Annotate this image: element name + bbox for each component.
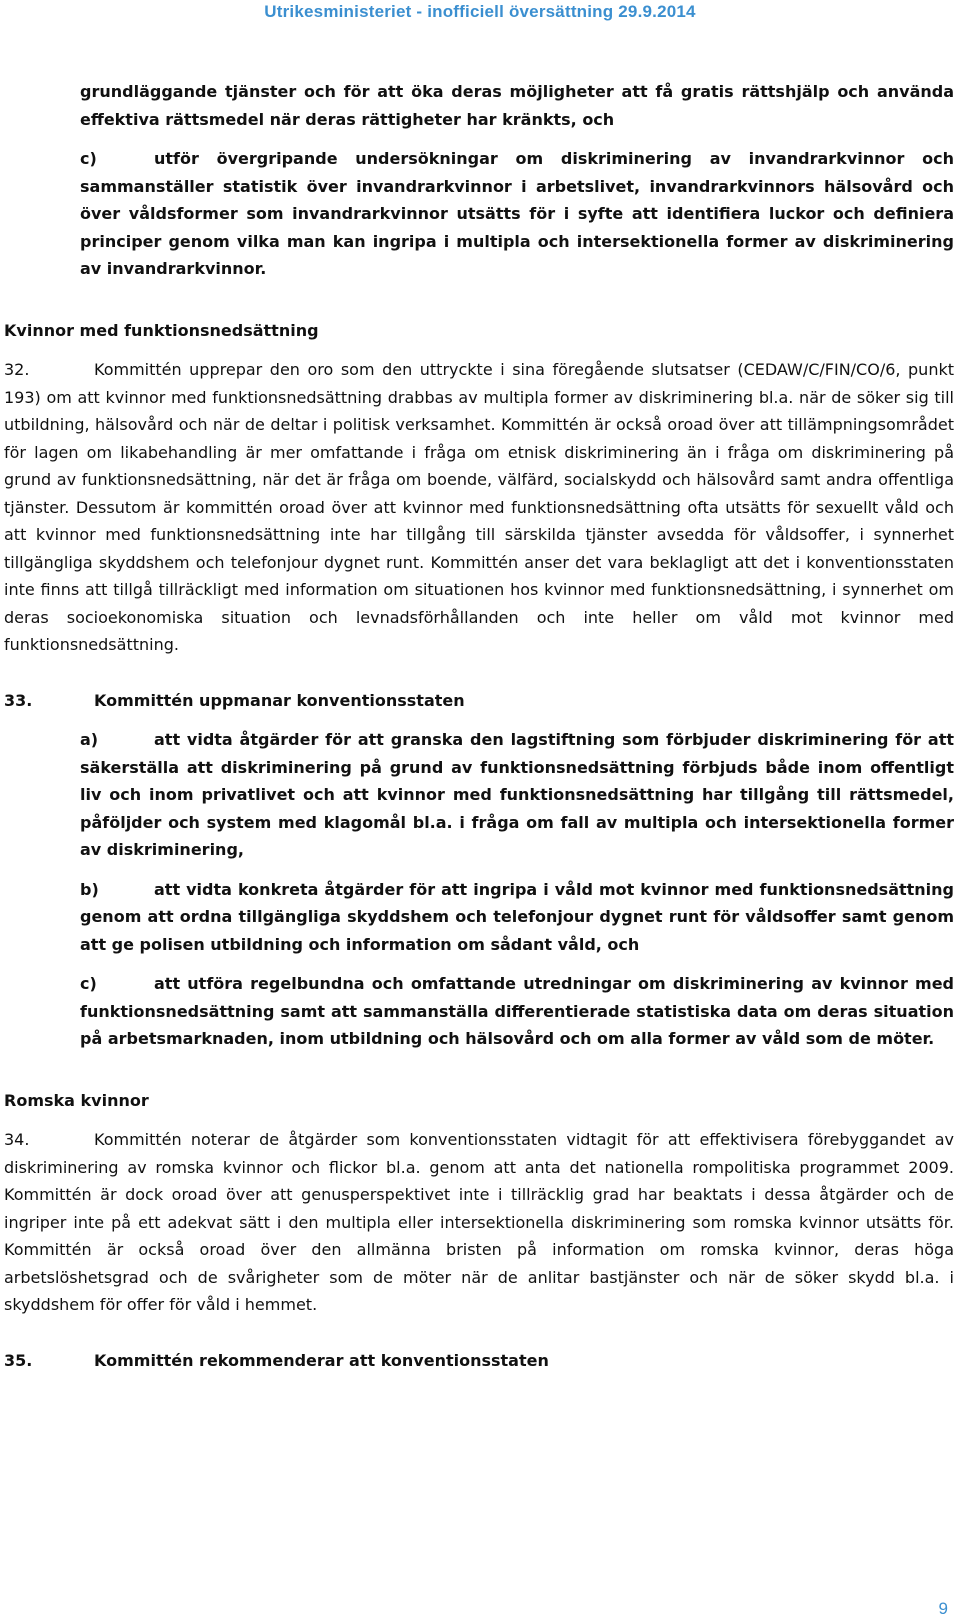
paragraph-number: 33. [4, 690, 33, 710]
spacer [4, 659, 954, 687]
spacer [4, 864, 954, 876]
section-heading-disability: Kvinnor med funktionsnedsättning [4, 320, 319, 340]
spacer [4, 958, 954, 970]
spacer [4, 133, 954, 145]
paragraph-number: 34. [4, 1130, 30, 1149]
item-letter: c) [80, 149, 97, 168]
spacer [4, 1114, 954, 1126]
recommendation-item-b [4, 876, 954, 959]
recommendation-item-c [4, 970, 954, 1053]
paragraph-33 [4, 687, 954, 715]
document-body [4, 78, 954, 1374]
item-letter: b) [80, 879, 99, 899]
item-text: utför övergripande undersökningar om diskriminering av invandrarkvinnor och sammanställer statistik över invandrarkvinnor i arbetslivet, invandrarkvinnors hälsovård och över våldsformer som invandrarkvinnor utsätts för i syfte att identifiera luckor och definiera principer genom vilka man kan ingripa i multipla och intersektionella former av diskriminering av invandrarkvinnor. [80, 149, 954, 278]
item-letter: a) [80, 730, 99, 749]
paragraph-35 [4, 1347, 954, 1375]
spacer [4, 283, 954, 317]
document-header: Utrikesministeriet - inofficiell översättning 29.9.2014 [264, 2, 696, 21]
section-heading-roma: Romska kvinnor [4, 1090, 149, 1110]
spacer [4, 714, 954, 726]
recommendation-item-a [4, 726, 954, 864]
paragraph-text: Kommittén noterar de åtgärder som konventionsstaten vidtagit för att effektivisera förebyggandet av diskriminering av romska kvinnor och flickor bl.a. genom att anta det nationella rompolitiska programmet 2009. Kommittén är dock oroad över att genusperspektivet inte i tillräcklig grad har beaktats i dessa åtgärder och de ingriper inte på ett adekvat sätt i den multipla eller intersektionella diskriminering som romska kvinnor utsätts för. Kommittén är också oroad över den allmänna bristen på information om romska kvinnor, deras höga arbetslöshetsgrad och de svårigheter som de möter när de anlitar bastjänster och när de söker skydd bl.a. i skyddshem för offer för våld i hemmet. [4, 1130, 954, 1314]
paragraph-32 [4, 356, 954, 659]
item-text: att vidta åtgärder för att granska den lagstiftning som förbjuder diskriminering för att säkerställa att diskriminering på grund av funktionsnedsättning förbjuds både inom offentligt liv och inom privatlivet och att kvinnor med funktionsnedsättning har tillgång till rättsmedel, påföljder och system med klagomål bl.a. i fråga om fall av multipla och intersektionella former av diskriminering, [80, 730, 954, 859]
paragraph-34 [4, 1126, 954, 1319]
paragraph-text: Kommittén upprepar den oro som den uttryckte i sina föregående slutsatser (CEDAW/C/FIN/CO/6, punkt 193) om att kvinnor med funktionsnedsättning drabbas av multipla former av diskriminering bl.a. när de söker sig till utbildning, hälsovård och när de deltar i politisk verksamhet. Kommittén är också oroad över att tillämpningsområdet för lagen om likabehandling är mer omfattande i fråga om etnisk diskriminering än i fråga om diskriminering på grund av funktionsnedsättning, när det är fråga om boende, välfärd, socialskydd och hälsovård samt andra offentliga tjänster. Dessutom är kommittén oroad över att kvinnor med funktionsnedsättning ofta utsätts för sexuellt våld och att kvinnor med funktionsnedsättning inte har tillgång till särskilda tjänster avsedda för våldsoffer, i synnerhet tillgängliga skyddshem och telefonjour dygnet runt. Kommittén anser det vara beklagligt att det i konventionsstaten inte finns att tillgå tillräckligt med information om situationen hos kvinnor med funktionsnedsättning, i synnerhet om deras socioekonomiska situation och levnadsförhållanden och inte heller om våld mot kvinnor med funktionsnedsättning. [4, 360, 954, 654]
spacer [4, 1053, 954, 1087]
intro-continuation: grundläggande tjänster och för att öka deras möjligheter att få gratis rättshjälp och använda effektiva rättsmedel när deras rättigheter har kränkts, och [80, 82, 954, 129]
item-text: att utföra regelbundna och omfattande utredningar om diskriminering av kvinnor med funktionsnedsättning samt att sammanställa differentierade statistiska data om deras situation på arbetsmarknaden, inom utbildning och hälsovård och om alla former av våld som de möter. [80, 974, 954, 1048]
spacer [4, 344, 954, 356]
paragraph-number: 35. [4, 1350, 33, 1370]
intro-item-c [4, 145, 954, 283]
paragraph-lead: Kommittén uppmanar konventionsstaten [94, 690, 465, 710]
paragraph-number: 32. [4, 360, 30, 379]
item-text: att vidta konkreta åtgärder för att ingripa i våld mot kvinnor med funktionsnedsättning genom att ordna tillgängliga skyddshem och telefonjour dygnet runt för våldsoffer samt genom att ge polisen utbildning och information om sådant våld, och [80, 879, 954, 954]
page-number: 9 [938, 1599, 948, 1618]
spacer [4, 1319, 954, 1347]
paragraph-lead: Kommittén rekommenderar att konventionsstaten [94, 1350, 549, 1370]
item-letter: c) [80, 974, 97, 993]
